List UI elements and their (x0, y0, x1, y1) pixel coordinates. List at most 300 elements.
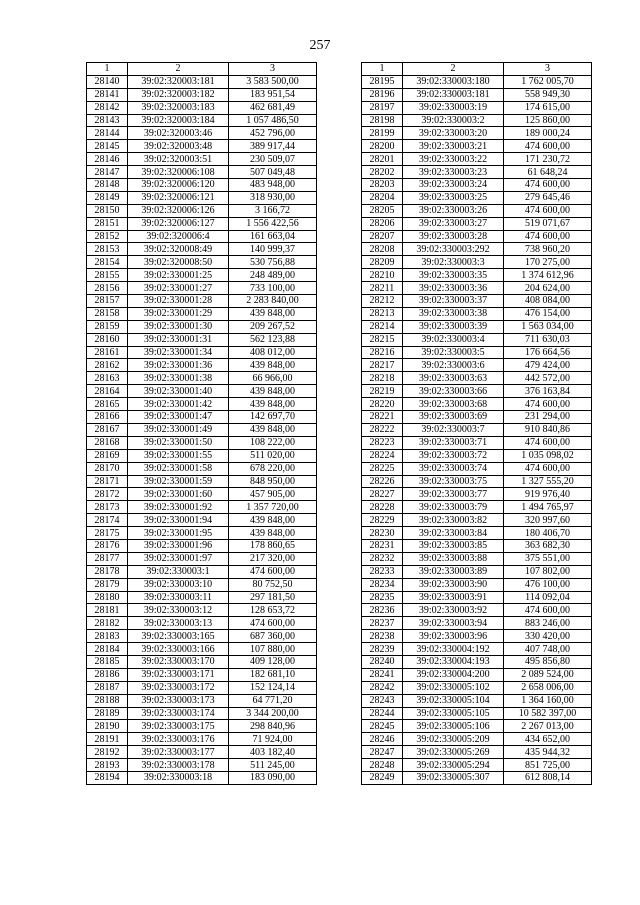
row-number-cell: 28194 (87, 771, 128, 784)
row-number-cell: 28173 (87, 501, 128, 514)
value-cell: 1 327 555,20 (504, 475, 592, 488)
value-cell: 10 582 397,00 (504, 707, 592, 720)
row-number-cell: 28144 (87, 127, 128, 140)
table-row (362, 488, 592, 501)
cadastral-number-cell: 39:02:330003:74 (403, 462, 504, 475)
table-row (87, 514, 317, 527)
cadastral-number-cell: 39:02:330001:60 (128, 488, 229, 501)
table-row (362, 423, 592, 436)
cadastral-number-cell: 39:02:330001:25 (128, 269, 229, 282)
table-row (362, 256, 592, 269)
table-row (362, 501, 592, 514)
row-number-cell: 28215 (362, 333, 403, 346)
table-row (362, 630, 592, 643)
cadastral-number-cell: 39:02:330003:13 (128, 617, 229, 630)
row-number-cell: 28204 (362, 191, 403, 204)
row-number-cell: 28218 (362, 372, 403, 385)
value-cell: 1 035 098,02 (504, 449, 592, 462)
cadastral-number-cell: 39:02:330003:2 (403, 114, 504, 127)
row-number-cell: 28148 (87, 179, 128, 192)
value-cell: 279 645,46 (504, 191, 592, 204)
table-row (362, 604, 592, 617)
row-number-cell: 28145 (87, 140, 128, 153)
row-number-cell: 28236 (362, 604, 403, 617)
cadastral-number-cell: 39:02:330001:58 (128, 462, 229, 475)
cadastral-number-cell: 39:02:330003:5 (403, 346, 504, 359)
row-number-cell: 28157 (87, 295, 128, 308)
cadastral-number-cell: 39:02:330005:104 (403, 694, 504, 707)
value-cell: 61 648,24 (504, 166, 592, 179)
column-header: 3 (504, 63, 592, 76)
value-cell: 439 848,00 (229, 527, 317, 540)
value-cell: 407 748,00 (504, 643, 592, 656)
table-row (87, 217, 317, 230)
table-row (87, 681, 317, 694)
table-row (362, 655, 592, 668)
row-number-cell: 28162 (87, 359, 128, 372)
table-row (362, 720, 592, 733)
value-cell: 64 771,20 (229, 694, 317, 707)
value-cell: 687 360,00 (229, 630, 317, 643)
table-row (362, 527, 592, 540)
row-number-cell: 28174 (87, 514, 128, 527)
value-cell: 174 615,00 (504, 101, 592, 114)
row-number-cell: 28142 (87, 101, 128, 114)
table-row (362, 307, 592, 320)
row-number-cell: 28160 (87, 333, 128, 346)
row-number-cell: 28152 (87, 230, 128, 243)
value-cell: 711 630,03 (504, 333, 592, 346)
cadastral-number-cell: 39:02:330005:106 (403, 720, 504, 733)
value-cell: 462 681,49 (229, 101, 317, 114)
column-header: 2 (128, 63, 229, 76)
row-number-cell: 28188 (87, 694, 128, 707)
row-number-cell: 28172 (87, 488, 128, 501)
cadastral-number-cell: 39:02:330003:84 (403, 527, 504, 540)
table-row (362, 101, 592, 114)
table-row (362, 771, 592, 784)
cadastral-number-cell: 39:02:330003:24 (403, 179, 504, 192)
value-cell: 3 583 500,00 (229, 75, 317, 88)
value-cell: 170 275,00 (504, 256, 592, 269)
cadastral-number-cell: 39:02:330003:94 (403, 617, 504, 630)
row-number-cell: 28180 (87, 591, 128, 604)
cadastral-number-cell: 39:02:330003:4 (403, 333, 504, 346)
cadastral-number-cell: 39:02:320006:120 (128, 179, 229, 192)
value-cell: 474 600,00 (504, 140, 592, 153)
table-row (362, 694, 592, 707)
cadastral-number-cell: 39:02:330001:94 (128, 514, 229, 527)
cadastral-number-cell: 39:02:330003:11 (128, 591, 229, 604)
row-number-cell: 28155 (87, 269, 128, 282)
table-row (87, 411, 317, 424)
table-row (362, 759, 592, 772)
row-number-cell: 28189 (87, 707, 128, 720)
cadastral-number-cell: 39:02:330005:105 (403, 707, 504, 720)
cadastral-number-cell: 39:02:330003:181 (403, 88, 504, 101)
row-number-cell: 28149 (87, 191, 128, 204)
value-cell: 474 600,00 (229, 565, 317, 578)
table-row (87, 179, 317, 192)
value-cell: 883 246,00 (504, 617, 592, 630)
value-cell: 476 154,00 (504, 307, 592, 320)
row-number-cell: 28151 (87, 217, 128, 230)
table-row (87, 204, 317, 217)
row-number-cell: 28248 (362, 759, 403, 772)
value-cell: 439 848,00 (229, 307, 317, 320)
row-number-cell: 28158 (87, 307, 128, 320)
cadastral-number-cell: 39:02:330001:50 (128, 436, 229, 449)
cadastral-number-cell: 39:02:330003:82 (403, 514, 504, 527)
cadastral-number-cell: 39:02:330003:89 (403, 565, 504, 578)
row-number-cell: 28154 (87, 256, 128, 269)
table-row (87, 282, 317, 295)
table-row (87, 230, 317, 243)
value-cell: 108 222,00 (229, 436, 317, 449)
row-number-cell: 28185 (87, 655, 128, 668)
cadastral-number-cell: 39:02:330003:174 (128, 707, 229, 720)
table-row (362, 333, 592, 346)
table-row (87, 539, 317, 552)
cadastral-number-cell: 39:02:330001:30 (128, 320, 229, 333)
value-cell: 231 294,00 (504, 411, 592, 424)
row-number-cell: 28171 (87, 475, 128, 488)
table-row (362, 114, 592, 127)
value-cell: 128 653,72 (229, 604, 317, 617)
value-cell: 171 230,72 (504, 153, 592, 166)
row-number-cell: 28191 (87, 733, 128, 746)
table-row (362, 75, 592, 88)
value-cell: 363 682,30 (504, 539, 592, 552)
row-number-cell: 28182 (87, 617, 128, 630)
table-row (87, 591, 317, 604)
value-cell: 1 374 612,96 (504, 269, 592, 282)
cadastral-number-cell: 39:02:330003:71 (403, 436, 504, 449)
row-number-cell: 28190 (87, 720, 128, 733)
table-row (87, 462, 317, 475)
row-number-cell: 28183 (87, 630, 128, 643)
table-row (87, 166, 317, 179)
cadastral-number-cell: 39:02:330001:59 (128, 475, 229, 488)
value-cell: 189 000,24 (504, 127, 592, 140)
cadastral-number-cell: 39:02:330003:27 (403, 217, 504, 230)
value-cell: 612 808,14 (504, 771, 592, 784)
row-number-cell: 28179 (87, 578, 128, 591)
value-cell: 439 848,00 (229, 398, 317, 411)
cadastral-number-cell: 39:02:330003:170 (128, 655, 229, 668)
row-number-cell: 28210 (362, 269, 403, 282)
table-row (87, 101, 317, 114)
table-row (362, 359, 592, 372)
cadastral-number-cell: 39:02:330001:92 (128, 501, 229, 514)
row-number-cell: 28231 (362, 539, 403, 552)
row-number-cell: 28161 (87, 346, 128, 359)
table-row (87, 746, 317, 759)
value-cell: 209 267,52 (229, 320, 317, 333)
table-row (362, 140, 592, 153)
table-row (362, 166, 592, 179)
table-row (362, 191, 592, 204)
row-number-cell: 28227 (362, 488, 403, 501)
value-cell: 507 049,48 (229, 166, 317, 179)
column-header: 1 (362, 63, 403, 76)
value-cell: 474 600,00 (504, 204, 592, 217)
table-row (362, 475, 592, 488)
table-row (362, 204, 592, 217)
row-number-cell: 28186 (87, 668, 128, 681)
value-cell: 1 556 422,56 (229, 217, 317, 230)
row-number-cell: 28168 (87, 436, 128, 449)
cadastral-number-cell: 39:02:330001:49 (128, 423, 229, 436)
row-number-cell: 28208 (362, 243, 403, 256)
row-number-cell: 28229 (362, 514, 403, 527)
row-number-cell: 28232 (362, 552, 403, 565)
row-number-cell: 28216 (362, 346, 403, 359)
cadastral-number-cell: 39:02:330005:209 (403, 733, 504, 746)
row-number-cell: 28226 (362, 475, 403, 488)
cadastral-number-cell: 39:02:330003:96 (403, 630, 504, 643)
cadastral-number-cell: 39:02:330001:42 (128, 398, 229, 411)
cadastral-number-cell: 39:02:330001:34 (128, 346, 229, 359)
table-row (362, 552, 592, 565)
table-row (362, 578, 592, 591)
table-row (362, 539, 592, 552)
cadastral-number-cell: 39:02:330001:47 (128, 411, 229, 424)
cadastral-number-cell: 39:02:330001:55 (128, 449, 229, 462)
table-row (87, 269, 317, 282)
table-row (362, 243, 592, 256)
cadastral-number-cell: 39:02:330005:307 (403, 771, 504, 784)
value-cell: 1 762 005,70 (504, 75, 592, 88)
cadastral-number-cell: 39:02:330003:85 (403, 539, 504, 552)
table-row (87, 668, 317, 681)
value-cell: 1 494 765,97 (504, 501, 592, 514)
value-cell: 320 997,60 (504, 514, 592, 527)
row-number-cell: 28234 (362, 578, 403, 591)
row-number-cell: 28143 (87, 114, 128, 127)
value-cell: 2 283 840,00 (229, 295, 317, 308)
table-row (362, 398, 592, 411)
table-row (362, 385, 592, 398)
cadastral-number-cell: 39:02:330004:192 (403, 643, 504, 656)
cadastral-number-cell: 39:02:330003:1 (128, 565, 229, 578)
cadastral-number-cell: 39:02:330003:79 (403, 501, 504, 514)
table-row (87, 295, 317, 308)
cadastral-number-cell: 39:02:330003:178 (128, 759, 229, 772)
value-cell: 457 905,00 (229, 488, 317, 501)
cadastral-number-cell: 39:02:320006:127 (128, 217, 229, 230)
cadastral-number-cell: 39:02:330003:20 (403, 127, 504, 140)
value-cell: 1 563 034,00 (504, 320, 592, 333)
row-number-cell: 28242 (362, 681, 403, 694)
cadastral-number-cell: 39:02:330001:97 (128, 552, 229, 565)
row-number-cell: 28187 (87, 681, 128, 694)
cadastral-number-cell: 39:02:330003:91 (403, 591, 504, 604)
cadastral-number-cell: 39:02:330005:102 (403, 681, 504, 694)
table-row (87, 578, 317, 591)
cadastral-number-cell: 39:02:330003:21 (403, 140, 504, 153)
table-row (87, 153, 317, 166)
row-number-cell: 28241 (362, 668, 403, 681)
row-number-cell: 28207 (362, 230, 403, 243)
row-number-cell: 28222 (362, 423, 403, 436)
left-table (86, 62, 317, 785)
value-cell: 330 420,00 (504, 630, 592, 643)
cadastral-number-cell: 39:02:330003:36 (403, 282, 504, 295)
table-row (87, 630, 317, 643)
table-row (87, 643, 317, 656)
table-row (87, 372, 317, 385)
cadastral-number-cell: 39:02:320008:49 (128, 243, 229, 256)
row-number-cell: 28176 (87, 539, 128, 552)
table-row (362, 617, 592, 630)
value-cell: 442 572,00 (504, 372, 592, 385)
column-header: 2 (403, 63, 504, 76)
table-row (87, 617, 317, 630)
value-cell: 511 020,00 (229, 449, 317, 462)
value-cell: 408 084,00 (504, 295, 592, 308)
cadastral-number-cell: 39:02:330001:95 (128, 527, 229, 540)
table-row (362, 411, 592, 424)
table-row (87, 527, 317, 540)
row-number-cell: 28221 (362, 411, 403, 424)
cadastral-number-cell: 39:02:330003:10 (128, 578, 229, 591)
row-number-cell: 28192 (87, 746, 128, 759)
table-row (87, 398, 317, 411)
value-cell: 403 182,40 (229, 746, 317, 759)
cadastral-number-cell: 39:02:330003:6 (403, 359, 504, 372)
value-cell: 183 090,00 (229, 771, 317, 784)
cadastral-number-cell: 39:02:320006:4 (128, 230, 229, 243)
row-number-cell: 28219 (362, 385, 403, 398)
value-cell: 474 600,00 (229, 617, 317, 630)
value-cell: 3 166,72 (229, 204, 317, 217)
value-cell: 558 949,30 (504, 88, 592, 101)
cadastral-number-cell: 39:02:330003:173 (128, 694, 229, 707)
value-cell: 409 128,00 (229, 655, 317, 668)
value-cell: 452 796,00 (229, 127, 317, 140)
column-header: 3 (229, 63, 317, 76)
row-number-cell: 28220 (362, 398, 403, 411)
row-number-cell: 28243 (362, 694, 403, 707)
cadastral-number-cell: 39:02:330005:294 (403, 759, 504, 772)
cadastral-number-cell: 39:02:320008:50 (128, 256, 229, 269)
row-number-cell: 28233 (362, 565, 403, 578)
table-row (362, 320, 592, 333)
cadastral-number-cell: 39:02:320003:46 (128, 127, 229, 140)
row-number-cell: 28209 (362, 256, 403, 269)
value-cell: 182 681,10 (229, 668, 317, 681)
cadastral-number-cell: 39:02:330003:180 (403, 75, 504, 88)
cadastral-number-cell: 39:02:330001:29 (128, 307, 229, 320)
value-cell: 3 344 200,00 (229, 707, 317, 720)
cadastral-number-cell: 39:02:330003:19 (403, 101, 504, 114)
row-number-cell: 28202 (362, 166, 403, 179)
cadastral-number-cell: 39:02:330003:77 (403, 488, 504, 501)
row-number-cell: 28223 (362, 436, 403, 449)
table-row (362, 127, 592, 140)
table-row (87, 191, 317, 204)
row-number-cell: 28224 (362, 449, 403, 462)
table-row (362, 217, 592, 230)
cadastral-number-cell: 39:02:330003:72 (403, 449, 504, 462)
table-row (362, 346, 592, 359)
row-number-cell: 28167 (87, 423, 128, 436)
row-number-cell: 28170 (87, 462, 128, 475)
row-number-cell: 28217 (362, 359, 403, 372)
cadastral-number-cell: 39:02:330003:68 (403, 398, 504, 411)
cadastral-number-cell: 39:02:330003:35 (403, 269, 504, 282)
column-header: 1 (87, 63, 128, 76)
table-row (362, 269, 592, 282)
row-number-cell: 28193 (87, 759, 128, 772)
value-cell: 910 840,86 (504, 423, 592, 436)
value-cell: 1 057 486,50 (229, 114, 317, 127)
value-cell: 125 860,00 (504, 114, 592, 127)
cadastral-number-cell: 39:02:330003:92 (403, 604, 504, 617)
cadastral-number-cell: 39:02:330001:31 (128, 333, 229, 346)
value-cell: 318 930,00 (229, 191, 317, 204)
row-number-cell: 28245 (362, 720, 403, 733)
left-table-body (87, 75, 317, 784)
value-cell: 530 756,88 (229, 256, 317, 269)
cadastral-number-cell: 39:02:330003:22 (403, 153, 504, 166)
value-cell: 107 880,00 (229, 643, 317, 656)
row-number-cell: 28228 (362, 501, 403, 514)
cadastral-number-cell: 39:02:330003:88 (403, 552, 504, 565)
table-row (87, 75, 317, 88)
row-number-cell: 28214 (362, 320, 403, 333)
value-cell: 183 951,54 (229, 88, 317, 101)
cadastral-number-cell: 39:02:330005:269 (403, 746, 504, 759)
header-row (362, 63, 592, 76)
table-row (362, 668, 592, 681)
value-cell: 511 245,00 (229, 759, 317, 772)
table-row (87, 140, 317, 153)
value-cell: 389 917,44 (229, 140, 317, 153)
row-number-cell: 28235 (362, 591, 403, 604)
cadastral-number-cell: 39:02:330003:166 (128, 643, 229, 656)
value-cell: 519 071,67 (504, 217, 592, 230)
cadastral-number-cell: 39:02:330003:38 (403, 307, 504, 320)
cadastral-number-cell: 39:02:330003:25 (403, 191, 504, 204)
value-cell: 71 924,00 (229, 733, 317, 746)
table-row (87, 720, 317, 733)
table-row (362, 707, 592, 720)
cadastral-number-cell: 39:02:330003:69 (403, 411, 504, 424)
value-cell: 80 752,50 (229, 578, 317, 591)
cadastral-number-cell: 39:02:330003:171 (128, 668, 229, 681)
row-number-cell: 28206 (362, 217, 403, 230)
value-cell: 376 163,84 (504, 385, 592, 398)
row-number-cell: 28213 (362, 307, 403, 320)
row-number-cell: 28197 (362, 101, 403, 114)
cadastral-number-cell: 39:02:330003:175 (128, 720, 229, 733)
value-cell: 180 406,70 (504, 527, 592, 540)
table-row (362, 733, 592, 746)
row-number-cell: 28175 (87, 527, 128, 540)
value-cell: 495 856,80 (504, 655, 592, 668)
row-number-cell: 28163 (87, 372, 128, 385)
table-row (87, 501, 317, 514)
table-row (87, 694, 317, 707)
row-number-cell: 28159 (87, 320, 128, 333)
table-row (87, 114, 317, 127)
value-cell: 176 664,56 (504, 346, 592, 359)
value-cell: 298 840,96 (229, 720, 317, 733)
value-cell: 1 364 160,00 (504, 694, 592, 707)
cadastral-number-cell: 39:02:330003:26 (403, 204, 504, 217)
